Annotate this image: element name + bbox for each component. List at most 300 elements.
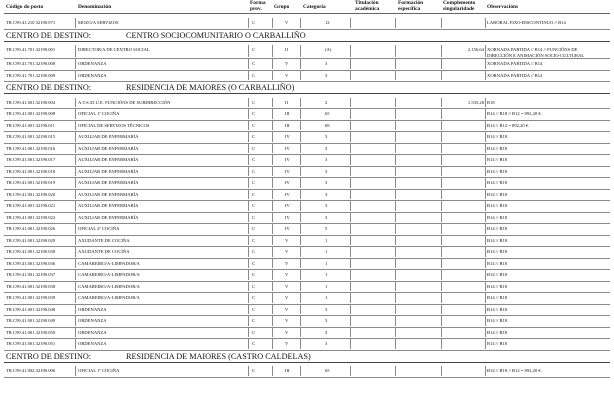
section-divider [4, 93, 610, 94]
cell-grupo: V [285, 20, 289, 25]
column-separator [272, 155, 273, 165]
column-separator [75, 167, 76, 177]
column-separator [485, 109, 486, 119]
section-header [0, 83, 614, 95]
row-divider [4, 377, 610, 378]
column-separator [441, 270, 442, 280]
column-separator [395, 293, 396, 303]
cell-denominacion: AUXILIAR DE ENFERMARÍA [78, 203, 139, 208]
column-separator [300, 190, 301, 200]
column-separator [395, 155, 396, 165]
section-label: CENTRO DE DESTINO: [6, 83, 92, 92]
cell-codigo: TR.C99.41.001.32190.008 [6, 111, 56, 116]
column-separator [75, 213, 76, 223]
column-separator [350, 224, 351, 234]
column-separator [485, 132, 486, 142]
cell-forma: C [252, 214, 256, 220]
cell-denominacion: AUXILIAR DE ENFERMARÍA [78, 134, 139, 139]
row-divider [4, 81, 610, 82]
column-separator [248, 328, 249, 338]
column-separator [272, 259, 273, 269]
table-row [0, 109, 614, 121]
cell-grupo: V [285, 341, 289, 346]
cell-forma: C [252, 203, 256, 208]
column-separator [272, 190, 273, 200]
column-separator [485, 247, 486, 257]
column-separator [75, 71, 76, 81]
column-separator [441, 293, 442, 303]
cell-forma: C [252, 341, 256, 346]
column-separator [441, 109, 442, 119]
column-separator [272, 339, 273, 349]
column-separator [395, 224, 396, 234]
column-separator [485, 259, 486, 269]
cell-denominacion: AUXILIAR DE ENFERMARÍA [78, 157, 139, 162]
column-separator [350, 316, 351, 326]
column-separator [350, 259, 351, 269]
cell-grupo: V [285, 295, 289, 300]
cell-observacions: B14 // B18 [487, 157, 508, 162]
column-separator [350, 45, 351, 57]
column-separator [485, 366, 486, 376]
column-separator [248, 305, 249, 315]
cell-codigo: TR.C99.41.001.32190.022 [6, 214, 56, 220]
column-separator [300, 339, 301, 349]
column-separator [300, 155, 301, 165]
column-separator [248, 213, 249, 223]
table-row [0, 132, 614, 144]
cell-codigo: TR.C99.41.001.32190.004 [6, 99, 56, 105]
column-separator [395, 270, 396, 280]
header-denominacion: Denominación [78, 4, 112, 10]
column-separator [395, 259, 396, 269]
column-separator [441, 282, 442, 292]
column-separator [441, 305, 442, 315]
column-separator [272, 178, 273, 188]
cell-denominacion: ORDENANZA [78, 318, 107, 323]
table-row [0, 167, 614, 179]
cell-grupo: V [285, 260, 289, 266]
cell-denominacion: MOZO/A SERVIZOS [78, 20, 119, 25]
table-row [0, 224, 614, 236]
column-separator [300, 316, 301, 326]
column-separator [300, 98, 301, 108]
cell-codigo: TR.C99.41.001.32190.026 [6, 226, 56, 231]
column-separator [350, 305, 351, 315]
column-separator [395, 328, 396, 338]
column-separator [272, 247, 273, 257]
column-separator [441, 155, 442, 165]
cell-codigo: TR.C99.41.001.32190.039 [6, 295, 56, 300]
cell-forma: C [252, 260, 256, 266]
table-row [0, 366, 614, 378]
column-separator [272, 121, 273, 131]
cell-denominacion: OFICIAL 1ª COCIÑA [78, 111, 120, 116]
column-separator [441, 201, 442, 211]
cell-complemento: 2.156,64 [467, 47, 484, 52]
column-separator [441, 45, 442, 57]
cell-grupo: V [285, 306, 289, 312]
column-separator [300, 305, 301, 315]
cell-categoria: 2 [325, 99, 328, 105]
table-row [0, 155, 614, 167]
cell-forma: C [252, 168, 256, 174]
cell-forma: C [252, 47, 256, 52]
cell-denominacion: CAMAREIRO/A-LIMPADOR/A [78, 272, 140, 277]
cell-codigo: TR.C99.41.001.32190.020 [6, 191, 56, 197]
cell-observacions: XORNADA PARTIDA // B14 [487, 61, 543, 66]
cell-categoria: 1 [325, 295, 328, 300]
column-separator [441, 236, 442, 246]
column-separator [350, 71, 351, 81]
cell-forma: C [252, 306, 256, 312]
cell-grupo: III [285, 111, 290, 116]
cell-observacions: B14 // B18 [487, 145, 508, 151]
column-separator [75, 98, 76, 108]
column-separator [485, 236, 486, 246]
column-separator [272, 201, 273, 211]
cell-codigo: TR.C99.41.001.32190.051 [6, 341, 56, 346]
column-separator [300, 121, 301, 131]
cell-forma: C [252, 283, 256, 289]
header-divider [4, 13, 610, 14]
cell-grupo: IV [285, 134, 290, 139]
column-separator [248, 259, 249, 269]
column-separator [395, 59, 396, 69]
cell-denominacion: AXUDANTE DE COCIÑA [78, 249, 130, 254]
header-categoria: Categoría [303, 4, 326, 10]
column-separator [75, 328, 76, 338]
cell-codigo: TR.C99.41.001.32190.029 [6, 237, 56, 243]
column-separator [441, 98, 442, 108]
table-row [0, 270, 614, 282]
cell-observacions: B14 // B18 [487, 341, 508, 346]
cell-denominacion: ORDENANZA [78, 341, 107, 346]
table-row [0, 316, 614, 328]
column-separator [75, 293, 76, 303]
column-separator [248, 224, 249, 234]
column-separator [300, 293, 301, 303]
header-titulacion: Titulación académica [355, 0, 380, 12]
column-separator [395, 236, 396, 246]
column-separator [75, 109, 76, 119]
table-row [0, 247, 614, 259]
cell-codigo: TR.C99.41.001.32190.036 [6, 260, 56, 266]
cell-grupo: IV [285, 145, 290, 151]
cell-observacions: B14 // B18 [487, 191, 508, 197]
cell-categoria: 65 [325, 368, 330, 373]
column-separator [485, 121, 486, 131]
column-separator [441, 18, 442, 28]
table-row [0, 18, 614, 30]
column-separator [395, 18, 396, 28]
column-separator [248, 121, 249, 131]
column-separator [350, 121, 351, 131]
cell-codigo: TR.C99.41.001.32190.015 [6, 134, 56, 139]
cell-observacions: B14 // B18 [487, 260, 508, 266]
column-separator [272, 98, 273, 108]
column-separator [75, 155, 76, 165]
cell-grupo: IV [285, 214, 290, 220]
column-separator [272, 45, 273, 57]
column-separator [75, 236, 76, 246]
table-row [0, 293, 614, 305]
cell-observacions: XORNADA PARTIDA // B14 [487, 72, 543, 78]
column-separator [441, 167, 442, 177]
column-separator [248, 282, 249, 292]
table-row [0, 71, 614, 83]
cell-grupo: II [285, 99, 289, 105]
column-separator [75, 339, 76, 349]
column-separator [395, 247, 396, 257]
cell-grupo: IV [285, 226, 290, 231]
column-separator [248, 167, 249, 177]
cell-categoria: 1 [325, 237, 328, 243]
cell-forma: C [252, 72, 256, 78]
cell-observacions: LABORAL FIXO-DISCONTINUO // B14 [487, 20, 566, 25]
column-separator [350, 366, 351, 376]
cell-forma: C [252, 111, 256, 116]
column-separator [350, 293, 351, 303]
cell-forma: C [252, 226, 256, 231]
cell-denominacion: OFICIAL DE SERVIZOS TÉCNICOS [78, 122, 150, 128]
cell-categoria: 69 [325, 122, 330, 128]
column-separator [272, 316, 273, 326]
column-separator [75, 59, 76, 69]
column-separator [300, 259, 301, 269]
column-separator [395, 366, 396, 376]
cell-observacions: B14 // B18 [487, 134, 508, 139]
header-grupo: Grupo [274, 4, 290, 10]
column-separator [300, 109, 301, 119]
cell-grupo: V [285, 72, 289, 78]
column-separator [248, 293, 249, 303]
column-separator [75, 282, 76, 292]
cell-observacions: B18 [487, 99, 495, 105]
column-separator [248, 98, 249, 108]
cell-grupo: V [285, 249, 289, 254]
table-row [0, 59, 614, 71]
column-separator [75, 366, 76, 376]
column-separator [350, 155, 351, 165]
column-separator [350, 201, 351, 211]
cell-observacions: B14 // B18 [487, 168, 508, 174]
cell-codigo: TR.C99.41.701.32190.008 [6, 61, 56, 66]
column-separator [272, 293, 273, 303]
column-separator [441, 259, 442, 269]
column-separator [485, 293, 486, 303]
column-separator [300, 366, 301, 376]
cell-grupo: V [285, 329, 289, 335]
cell-denominacion: DIRECTOR/A DE CENTRO SOCIAL [78, 47, 150, 52]
section-label: CENTRO DE DESTINO: [6, 351, 92, 361]
cell-codigo: TR.C99.41.001.32190.048 [6, 306, 56, 312]
column-separator [350, 339, 351, 349]
column-separator [485, 339, 486, 349]
column-separator [300, 178, 301, 188]
column-separator [75, 270, 76, 280]
column-separator [395, 98, 396, 108]
cell-forma: C [252, 157, 256, 162]
column-separator [485, 178, 486, 188]
column-separator [350, 282, 351, 292]
cell-categoria: 1 [325, 249, 328, 254]
cell-categoria: 3 [325, 145, 328, 151]
column-separator [300, 18, 301, 28]
column-separator [248, 18, 249, 28]
column-separator [485, 59, 486, 69]
column-separator [441, 178, 442, 188]
cell-denominacion: ORDENANZA [78, 306, 107, 312]
cell-codigo: TR.C99.41.001.32190.050 [6, 329, 56, 335]
cell-grupo: V [285, 283, 289, 289]
cell-denominacion: CAMAREIRO/A-LIMPADOR/A [78, 283, 140, 289]
column-separator [395, 121, 396, 131]
column-separator [350, 109, 351, 119]
cell-codigo: TR.C99.41.002.32190.006 [6, 368, 56, 373]
cell-codigo: TR.C99.41.001.32190.038 [6, 283, 56, 289]
column-separator [485, 18, 486, 28]
column-separator [300, 224, 301, 234]
cell-denominacion: CAMAREIRO/A-LIMPADOR/A [78, 260, 140, 266]
column-separator [485, 224, 486, 234]
column-separator [248, 236, 249, 246]
column-separator [300, 201, 301, 211]
column-separator [272, 109, 273, 119]
cell-denominacion: AUXILIAR DE ENFERMARÍA [78, 214, 139, 220]
cell-forma: C [252, 295, 256, 300]
cell-forma: C [252, 180, 256, 185]
column-separator [300, 59, 301, 69]
cell-grupo: II [285, 47, 289, 52]
cell-forma: C [252, 249, 256, 254]
column-separator [441, 328, 442, 338]
cell-forma: C [252, 272, 256, 277]
section-header [0, 31, 614, 43]
cell-grupo: III [285, 368, 290, 373]
cell-observacions: B14 // B18 [487, 203, 508, 208]
cell-categoria: 3 [325, 318, 328, 323]
cell-codigo: TR.C99.41.001.32190.021 [6, 203, 56, 208]
column-separator [300, 282, 301, 292]
table-row [0, 45, 614, 59]
cell-grupo: IV [285, 191, 290, 197]
table-row [0, 121, 614, 133]
cell-codigo: TR.C99.41.701.32190.001 [6, 47, 56, 52]
section-header [0, 352, 614, 364]
cell-forma: C [252, 61, 256, 66]
table-row [0, 305, 614, 317]
cell-complemento: 1.535,28 [467, 99, 484, 105]
column-separator [395, 190, 396, 200]
column-separator [395, 316, 396, 326]
cell-forma: C [252, 99, 256, 105]
column-separator [441, 224, 442, 234]
cell-denominacion: OFICIAL 1ª COCIÑA [78, 368, 120, 373]
column-separator [300, 328, 301, 338]
cell-grupo: V [285, 61, 289, 66]
cell-denominacion: AUXILIAR DE ENFERMARÍA [78, 180, 139, 185]
column-separator [272, 71, 273, 81]
column-separator [350, 190, 351, 200]
column-separator [300, 144, 301, 154]
cell-grupo: V [285, 318, 289, 323]
row-divider [4, 350, 610, 351]
column-separator [441, 71, 442, 81]
column-separator [272, 18, 273, 28]
column-separator [485, 155, 486, 165]
column-separator [248, 109, 249, 119]
column-separator [350, 328, 351, 338]
column-separator [441, 132, 442, 142]
cell-categoria: (A) [325, 47, 332, 52]
column-separator [248, 366, 249, 376]
cell-grupo: V [285, 237, 289, 243]
column-separator [350, 59, 351, 69]
column-separator [485, 144, 486, 154]
column-separator [395, 178, 396, 188]
column-separator [441, 144, 442, 154]
cell-forma: C [252, 134, 256, 139]
column-separator [248, 270, 249, 280]
column-separator [75, 144, 76, 154]
column-separator [395, 45, 396, 57]
cell-categoria: 1 [325, 283, 328, 289]
cell-observacions: B14 // B18 // B12 = 892,20 €. [487, 368, 542, 373]
cell-observacions: B14 // B18 [487, 180, 508, 185]
column-separator [441, 316, 442, 326]
table-row [0, 339, 614, 351]
column-separator [300, 167, 301, 177]
column-separator [395, 339, 396, 349]
column-separator [350, 132, 351, 142]
column-separator [441, 247, 442, 257]
cell-denominacion: ORDENANZA [78, 61, 107, 66]
cell-forma: C [252, 20, 256, 25]
column-separator [248, 155, 249, 165]
section-name: RESIDENCIA DE MAIORES (CASTRO CALDELAS) [126, 351, 311, 361]
cell-observacions: B14 // B18 [487, 214, 508, 220]
section-name: RESIDENCIA DE MAIORES (O CARBALLIÑO) [126, 83, 295, 92]
cell-grupo: IV [285, 157, 290, 162]
cell-categoria: 5 [325, 226, 328, 231]
column-separator [395, 109, 396, 119]
cell-categoria: 3 [325, 329, 328, 335]
cell-observacions: B14 // B18 [487, 283, 508, 289]
column-separator [272, 328, 273, 338]
cell-observacions: B14 // B18 [487, 237, 508, 243]
cell-observacions: B14 // B12 = 892,20 €. [487, 122, 530, 128]
column-separator [75, 190, 76, 200]
column-separator [350, 18, 351, 28]
cell-denominacion: CAMAREIRO/A-LIMPADOR/A [78, 295, 140, 300]
column-separator [248, 190, 249, 200]
column-separator [300, 71, 301, 81]
column-separator [485, 98, 486, 108]
cell-categoria: 3 [325, 168, 328, 174]
column-separator [272, 167, 273, 177]
cell-grupo: IV [285, 180, 290, 185]
header-complemento: Complemento singularidade [443, 0, 476, 12]
column-separator [248, 247, 249, 257]
column-separator [485, 45, 486, 57]
column-separator [485, 305, 486, 315]
column-separator [248, 339, 249, 349]
column-separator [300, 270, 301, 280]
cell-categoria: 1 [325, 272, 328, 277]
column-separator [395, 282, 396, 292]
cell-forma: C [252, 368, 256, 373]
